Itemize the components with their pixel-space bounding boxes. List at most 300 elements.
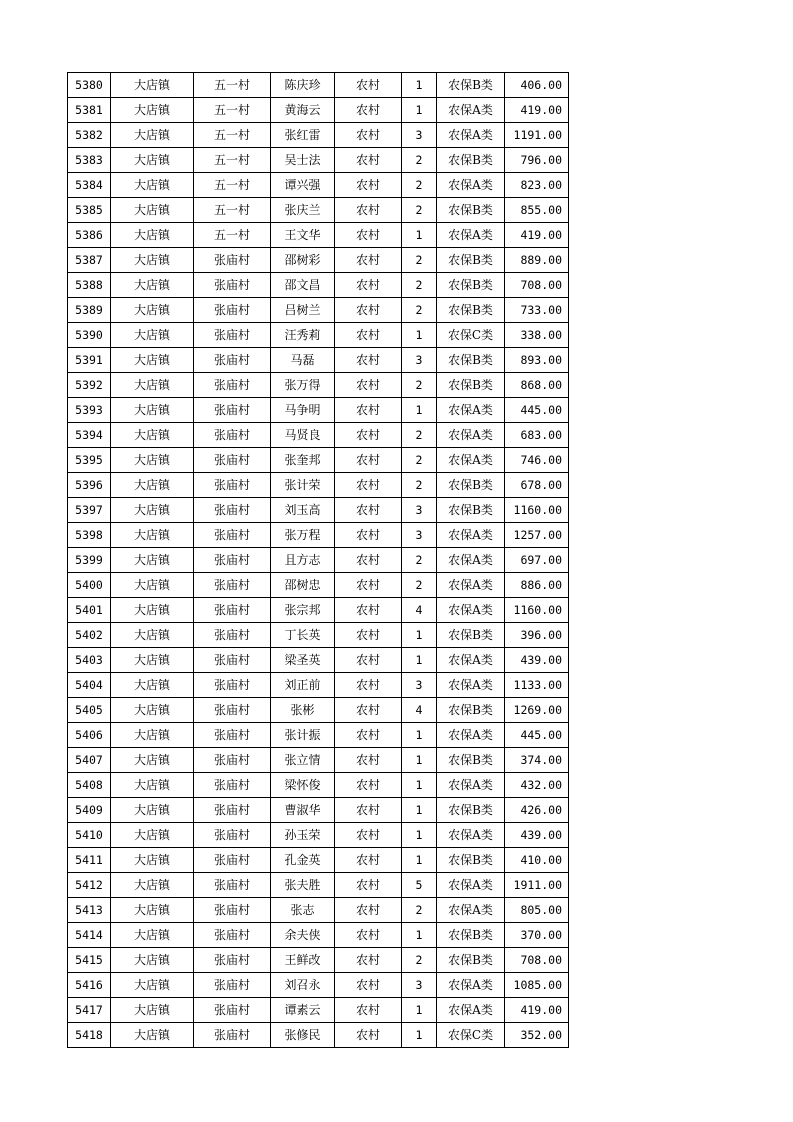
amount-cell: 1160.00 [505,498,569,523]
table-row [68,223,569,248]
row-index-cell: 5418 [68,1023,111,1048]
amount-cell: 708.00 [505,948,569,973]
village-cell: 张庙村 [194,623,271,648]
count-cell: 1 [402,998,437,1023]
count-cell: 1 [402,723,437,748]
category-cell: 农保B类 [437,373,505,398]
table-row [68,698,569,723]
row-index-cell: 5395 [68,448,111,473]
type-cell: 农村 [335,473,402,498]
table-row [68,598,569,623]
count-cell: 2 [402,423,437,448]
name-cell: 张庆兰 [271,198,335,223]
table-row [68,973,569,998]
name-cell: 张夫胜 [271,873,335,898]
village-cell: 张庙村 [194,948,271,973]
type-cell: 农村 [335,948,402,973]
row-index-cell: 5413 [68,898,111,923]
count-cell: 2 [402,448,437,473]
category-cell: 农保A类 [437,123,505,148]
amount-cell: 419.00 [505,98,569,123]
count-cell: 3 [402,498,437,523]
amount-cell: 805.00 [505,898,569,923]
town-cell: 大店镇 [111,1023,194,1048]
amount-cell: 406.00 [505,73,569,98]
name-cell: 马贤良 [271,423,335,448]
type-cell: 农村 [335,248,402,273]
amount-cell: 855.00 [505,198,569,223]
village-cell: 张庙村 [194,573,271,598]
table-row [68,248,569,273]
village-cell: 五一村 [194,173,271,198]
row-index-cell: 5392 [68,373,111,398]
town-cell: 大店镇 [111,273,194,298]
table-row [68,173,569,198]
town-cell: 大店镇 [111,223,194,248]
row-index-cell: 5394 [68,423,111,448]
category-cell: 农保B类 [437,848,505,873]
type-cell: 农村 [335,498,402,523]
category-cell: 农保C类 [437,1023,505,1048]
type-cell: 农村 [335,998,402,1023]
row-index-cell: 5415 [68,948,111,973]
village-cell: 张庙村 [194,823,271,848]
table-row [68,723,569,748]
amount-cell: 1085.00 [505,973,569,998]
name-cell: 且方志 [271,548,335,573]
name-cell: 丁长英 [271,623,335,648]
table-row [68,373,569,398]
category-cell: 农保B类 [437,473,505,498]
category-cell: 农保A类 [437,423,505,448]
town-cell: 大店镇 [111,698,194,723]
category-cell: 农保B类 [437,73,505,98]
category-cell: 农保B类 [437,148,505,173]
count-cell: 1 [402,773,437,798]
name-cell: 张志 [271,898,335,923]
table-row [68,673,569,698]
town-cell: 大店镇 [111,998,194,1023]
town-cell: 大店镇 [111,848,194,873]
amount-cell: 445.00 [505,723,569,748]
village-cell: 张庙村 [194,273,271,298]
name-cell: 张计振 [271,723,335,748]
row-index-cell: 5416 [68,973,111,998]
name-cell: 马争明 [271,398,335,423]
village-cell: 张庙村 [194,473,271,498]
category-cell: 农保B类 [437,748,505,773]
amount-cell: 370.00 [505,923,569,948]
row-index-cell: 5397 [68,498,111,523]
category-cell: 农保A类 [437,98,505,123]
type-cell: 农村 [335,573,402,598]
amount-cell: 352.00 [505,1023,569,1048]
count-cell: 3 [402,673,437,698]
count-cell: 2 [402,948,437,973]
count-cell: 3 [402,973,437,998]
amount-cell: 1160.00 [505,598,569,623]
town-cell: 大店镇 [111,623,194,648]
row-index-cell: 5380 [68,73,111,98]
type-cell: 农村 [335,848,402,873]
amount-cell: 746.00 [505,448,569,473]
village-cell: 张庙村 [194,1023,271,1048]
count-cell: 1 [402,823,437,848]
category-cell: 农保B类 [437,273,505,298]
table-row [68,298,569,323]
count-cell: 2 [402,898,437,923]
type-cell: 农村 [335,323,402,348]
amount-cell: 678.00 [505,473,569,498]
town-cell: 大店镇 [111,948,194,973]
category-cell: 农保B类 [437,198,505,223]
row-index-cell: 5387 [68,248,111,273]
row-index-cell: 5390 [68,323,111,348]
count-cell: 4 [402,598,437,623]
type-cell: 农村 [335,523,402,548]
name-cell: 张计荣 [271,473,335,498]
row-index-cell: 5381 [68,98,111,123]
category-cell: 农保B类 [437,798,505,823]
count-cell: 2 [402,173,437,198]
count-cell: 1 [402,623,437,648]
amount-cell: 1133.00 [505,673,569,698]
row-index-cell: 5411 [68,848,111,873]
name-cell: 孔金英 [271,848,335,873]
name-cell: 梁怀俊 [271,773,335,798]
category-cell: 农保B类 [437,948,505,973]
category-cell: 农保A类 [437,398,505,423]
row-index-cell: 5398 [68,523,111,548]
name-cell: 曹淑华 [271,798,335,823]
village-cell: 张庙村 [194,423,271,448]
category-cell: 农保A类 [437,173,505,198]
town-cell: 大店镇 [111,298,194,323]
table-row [68,198,569,223]
amount-cell: 796.00 [505,148,569,173]
table-row [68,148,569,173]
name-cell: 张宗邦 [271,598,335,623]
count-cell: 3 [402,523,437,548]
table-row [68,73,569,98]
count-cell: 1 [402,648,437,673]
type-cell: 农村 [335,923,402,948]
count-cell: 2 [402,298,437,323]
count-cell: 2 [402,148,437,173]
row-index-cell: 5408 [68,773,111,798]
table-row [68,623,569,648]
count-cell: 1 [402,223,437,248]
town-cell: 大店镇 [111,748,194,773]
row-index-cell: 5386 [68,223,111,248]
town-cell: 大店镇 [111,423,194,448]
name-cell: 张红雷 [271,123,335,148]
name-cell: 王鲜改 [271,948,335,973]
town-cell: 大店镇 [111,448,194,473]
type-cell: 农村 [335,598,402,623]
category-cell: 农保A类 [437,673,505,698]
amount-cell: 338.00 [505,323,569,348]
name-cell: 张修民 [271,1023,335,1048]
type-cell: 农村 [335,198,402,223]
village-cell: 张庙村 [194,973,271,998]
row-index-cell: 5400 [68,573,111,598]
town-cell: 大店镇 [111,773,194,798]
count-cell: 1 [402,323,437,348]
village-cell: 张庙村 [194,348,271,373]
row-index-cell: 5407 [68,748,111,773]
row-index-cell: 5399 [68,548,111,573]
category-cell: 农保A类 [437,998,505,1023]
village-cell: 五一村 [194,123,271,148]
row-index-cell: 5401 [68,598,111,623]
type-cell: 农村 [335,423,402,448]
type-cell: 农村 [335,148,402,173]
category-cell: 农保B类 [437,698,505,723]
count-cell: 1 [402,923,437,948]
village-cell: 张庙村 [194,898,271,923]
table-row [68,923,569,948]
village-cell: 张庙村 [194,398,271,423]
town-cell: 大店镇 [111,723,194,748]
row-index-cell: 5402 [68,623,111,648]
amount-cell: 1269.00 [505,698,569,723]
town-cell: 大店镇 [111,173,194,198]
type-cell: 农村 [335,298,402,323]
amount-cell: 432.00 [505,773,569,798]
type-cell: 农村 [335,348,402,373]
table-row [68,448,569,473]
count-cell: 2 [402,248,437,273]
count-cell: 5 [402,873,437,898]
village-cell: 张庙村 [194,598,271,623]
type-cell: 农村 [335,898,402,923]
town-cell: 大店镇 [111,373,194,398]
category-cell: 农保A类 [437,723,505,748]
amount-cell: 893.00 [505,348,569,373]
name-cell: 张彬 [271,698,335,723]
type-cell: 农村 [335,798,402,823]
town-cell: 大店镇 [111,798,194,823]
category-cell: 农保A类 [437,523,505,548]
village-cell: 张庙村 [194,548,271,573]
town-cell: 大店镇 [111,98,194,123]
category-cell: 农保B类 [437,298,505,323]
type-cell: 农村 [335,123,402,148]
table-row [68,98,569,123]
count-cell: 3 [402,123,437,148]
count-cell: 1 [402,848,437,873]
table-row [68,323,569,348]
count-cell: 2 [402,573,437,598]
amount-cell: 445.00 [505,398,569,423]
count-cell: 4 [402,698,437,723]
village-cell: 五一村 [194,73,271,98]
name-cell: 邵树忠 [271,573,335,598]
table-row [68,898,569,923]
category-cell: 农保B类 [437,498,505,523]
type-cell: 农村 [335,723,402,748]
row-index-cell: 5388 [68,273,111,298]
category-cell: 农保A类 [437,598,505,623]
amount-cell: 1257.00 [505,523,569,548]
table-row [68,648,569,673]
category-cell: 农保C类 [437,323,505,348]
table-row [68,873,569,898]
type-cell: 农村 [335,748,402,773]
type-cell: 农村 [335,623,402,648]
table-row [68,773,569,798]
town-cell: 大店镇 [111,148,194,173]
town-cell: 大店镇 [111,923,194,948]
category-cell: 农保A类 [437,223,505,248]
row-index-cell: 5403 [68,648,111,673]
type-cell: 农村 [335,223,402,248]
town-cell: 大店镇 [111,398,194,423]
count-cell: 1 [402,798,437,823]
village-cell: 张庙村 [194,248,271,273]
row-index-cell: 5393 [68,398,111,423]
count-cell: 1 [402,1023,437,1048]
town-cell: 大店镇 [111,123,194,148]
village-cell: 五一村 [194,223,271,248]
count-cell: 2 [402,198,437,223]
row-index-cell: 5410 [68,823,111,848]
village-cell: 张庙村 [194,373,271,398]
row-index-cell: 5405 [68,698,111,723]
amount-cell: 374.00 [505,748,569,773]
count-cell: 2 [402,373,437,398]
amount-cell: 419.00 [505,998,569,1023]
amount-cell: 426.00 [505,798,569,823]
name-cell: 邵树彩 [271,248,335,273]
village-cell: 张庙村 [194,698,271,723]
type-cell: 农村 [335,673,402,698]
name-cell: 王文华 [271,223,335,248]
amount-cell: 439.00 [505,648,569,673]
village-cell: 张庙村 [194,773,271,798]
town-cell: 大店镇 [111,673,194,698]
count-cell: 1 [402,748,437,773]
name-cell: 刘召永 [271,973,335,998]
category-cell: 农保B类 [437,623,505,648]
type-cell: 农村 [335,873,402,898]
town-cell: 大店镇 [111,598,194,623]
row-index-cell: 5396 [68,473,111,498]
village-cell: 张庙村 [194,523,271,548]
village-cell: 张庙村 [194,998,271,1023]
table-body [68,73,569,1048]
name-cell: 吴士法 [271,148,335,173]
name-cell: 邵文昌 [271,273,335,298]
count-cell: 2 [402,548,437,573]
type-cell: 农村 [335,823,402,848]
name-cell: 黄海云 [271,98,335,123]
type-cell: 农村 [335,448,402,473]
type-cell: 农村 [335,548,402,573]
row-index-cell: 5389 [68,298,111,323]
table-row [68,548,569,573]
row-index-cell: 5383 [68,148,111,173]
village-cell: 张庙村 [194,323,271,348]
village-cell: 张庙村 [194,673,271,698]
count-cell: 1 [402,73,437,98]
amount-cell: 868.00 [505,373,569,398]
type-cell: 农村 [335,648,402,673]
village-cell: 张庙村 [194,748,271,773]
amount-cell: 683.00 [505,423,569,448]
village-cell: 张庙村 [194,723,271,748]
town-cell: 大店镇 [111,548,194,573]
count-cell: 2 [402,473,437,498]
amount-cell: 1191.00 [505,123,569,148]
name-cell: 汪秀莉 [271,323,335,348]
count-cell: 3 [402,348,437,373]
town-cell: 大店镇 [111,648,194,673]
table-row [68,1023,569,1048]
table-row [68,398,569,423]
town-cell: 大店镇 [111,198,194,223]
type-cell: 农村 [335,273,402,298]
name-cell: 张万得 [271,373,335,398]
table-row [68,848,569,873]
village-cell: 张庙村 [194,648,271,673]
name-cell: 陈庆珍 [271,73,335,98]
table-row [68,573,569,598]
amount-cell: 410.00 [505,848,569,873]
table-row [68,423,569,448]
category-cell: 农保A类 [437,898,505,923]
town-cell: 大店镇 [111,323,194,348]
data-table [67,72,569,1048]
category-cell: 农保A类 [437,873,505,898]
type-cell: 农村 [335,373,402,398]
name-cell: 余夫侠 [271,923,335,948]
name-cell: 马磊 [271,348,335,373]
category-cell: 农保A类 [437,773,505,798]
row-index-cell: 5384 [68,173,111,198]
name-cell: 刘正前 [271,673,335,698]
village-cell: 五一村 [194,148,271,173]
category-cell: 农保A类 [437,648,505,673]
category-cell: 农保A类 [437,573,505,598]
category-cell: 农保A类 [437,448,505,473]
town-cell: 大店镇 [111,973,194,998]
table-row [68,123,569,148]
category-cell: 农保B类 [437,348,505,373]
row-index-cell: 5406 [68,723,111,748]
name-cell: 张立情 [271,748,335,773]
name-cell: 张万程 [271,523,335,548]
type-cell: 农村 [335,973,402,998]
town-cell: 大店镇 [111,498,194,523]
name-cell: 刘玉高 [271,498,335,523]
town-cell: 大店镇 [111,823,194,848]
town-cell: 大店镇 [111,248,194,273]
table-row [68,523,569,548]
amount-cell: 733.00 [505,298,569,323]
category-cell: 农保A类 [437,823,505,848]
table-row [68,823,569,848]
name-cell: 孙玉荣 [271,823,335,848]
amount-cell: 1911.00 [505,873,569,898]
town-cell: 大店镇 [111,473,194,498]
table-row [68,798,569,823]
table-row [68,473,569,498]
table-row [68,273,569,298]
type-cell: 农村 [335,698,402,723]
amount-cell: 708.00 [505,273,569,298]
